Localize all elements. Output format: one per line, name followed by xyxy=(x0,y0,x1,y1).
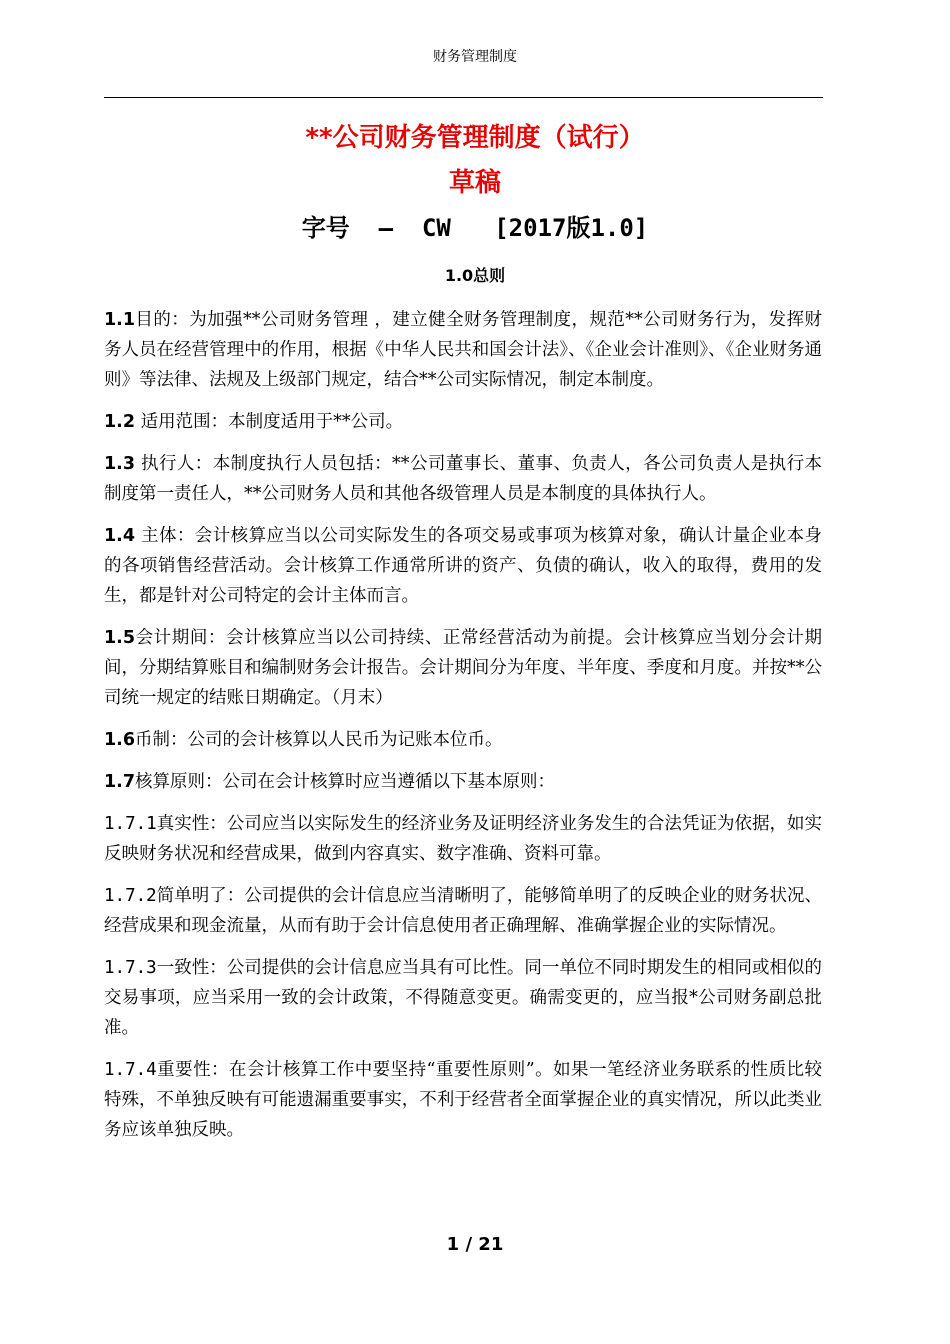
paragraph-1-5 xyxy=(104,623,822,713)
paragraph-text: 简单明了：公司提供的会计信息应当清晰明了，能够简单明了的反映企业的财务状况、经营成果和现金流量，从而有助于会计信息使用者正确理解、准确掌握企业的实际情况。 xyxy=(104,886,822,936)
paragraph-text: 主体：会计核算应当以公司实际发生的各项交易或事项为核算对象，确认计量企业本身的各项销售经营活动。会计核算工作通常所讲的资产、负债的确认，收入的取得，费用的发生，都是针对公司特定的会计主体而言。 xyxy=(104,526,822,606)
paragraph-number: 1.7.4 xyxy=(104,1060,157,1080)
paragraph-number: 1.1 xyxy=(104,310,136,330)
section-heading: 1.0总则 xyxy=(444,266,506,285)
document-body xyxy=(104,305,822,1157)
paragraph-text: 币制：公司的会计核算以人民币为记账本位币。 xyxy=(135,730,503,750)
paragraph-number: 1.7 xyxy=(104,772,136,792)
paragraph-number: 1.7.3 xyxy=(104,958,157,978)
paragraph-1-7-1 xyxy=(104,809,822,869)
paragraph-1-7-2 xyxy=(104,881,822,941)
paragraph-text: 适用范围：本制度适用于**公司。 xyxy=(135,412,404,432)
paragraph-1-7 xyxy=(104,767,822,797)
paragraph-number: 1.4 xyxy=(104,526,136,546)
paragraph-text: 真实性：公司应当以实际发生的经济业务及证明经济业务发生的合法凭证为依据，如实反映财务状况和经营成果，做到内容真实、数字准确、资料可靠。 xyxy=(104,814,822,864)
document-subtitle: 草稿 xyxy=(448,168,501,198)
paragraph-number: 1.6 xyxy=(104,730,136,750)
paragraph-number: 1.2 xyxy=(104,412,136,432)
paragraph-text: 重要性：在会计核算工作中要坚持“重要性原则”。如果一笔经济业务联系的性质比较特殊，不单独反映有可能遗漏重要事实，不利于经营者全面掌握企业的真实情况，所以此类业务应该单独反映。 xyxy=(104,1060,822,1140)
paragraph-text: 目的：为加强**公司财务管理 ，建立健全财务管理制度，规范**公司财务行为，发挥财务人员在经营管理中的作用，根据《中华人民共和国会计法》、《企业会计准则》、《企业财务通则》等法律、法规及上级部门规定，结合**公司实际情况，制定本制度。 xyxy=(104,310,822,390)
paragraph-1-3 xyxy=(104,449,822,509)
paragraph-text: 执行人：本制度执行人员包括：**公司董事长、董事、负责人，各公司负责人是执行本制度第一责任人，**公司财务人员和其他各级管理人员是本制度的具体执行人。 xyxy=(104,454,822,504)
paragraph-1-1 xyxy=(104,305,822,395)
document-number: 字号 – CW [2017版1.0] xyxy=(301,214,649,242)
document-title: **公司财务管理制度（试行） xyxy=(305,123,645,153)
paragraph-number: 1.7.1 xyxy=(104,814,157,834)
paragraph-1-4 xyxy=(104,521,822,611)
paragraph-text: 核算原则：公司在会计核算时应当遵循以下基本原则： xyxy=(135,772,556,792)
running-header: 财务管理制度 xyxy=(433,49,517,65)
paragraph-text: 一致性：公司提供的会计信息应当具有可比性。同一单位不同时期发生的相同或相似的交易事项，应当采用一致的会计政策，不得随意变更。确需变更的，应当报*公司财务副总批准。 xyxy=(104,958,822,1038)
paragraph-1-7-4 xyxy=(104,1055,822,1145)
paragraph-1-7-3 xyxy=(104,953,822,1043)
header-divider xyxy=(104,97,823,98)
paragraph-number: 1.7.2 xyxy=(104,886,157,906)
page-number: 1 / 21 xyxy=(446,1234,504,1255)
paragraph-1-6 xyxy=(104,725,822,755)
paragraph-number: 1.5 xyxy=(104,628,136,648)
paragraph-number: 1.3 xyxy=(104,454,136,474)
paragraph-text: 会计期间：会计核算应当以公司持续、正常经营活动为前提。会计核算应当划分会计期间，分期结算账目和编制财务会计报告。会计期间分为年度、半年度、季度和月度。并按**公司统一规定的结账日期确定。（月末） xyxy=(104,628,822,708)
paragraph-1-2 xyxy=(104,407,822,437)
